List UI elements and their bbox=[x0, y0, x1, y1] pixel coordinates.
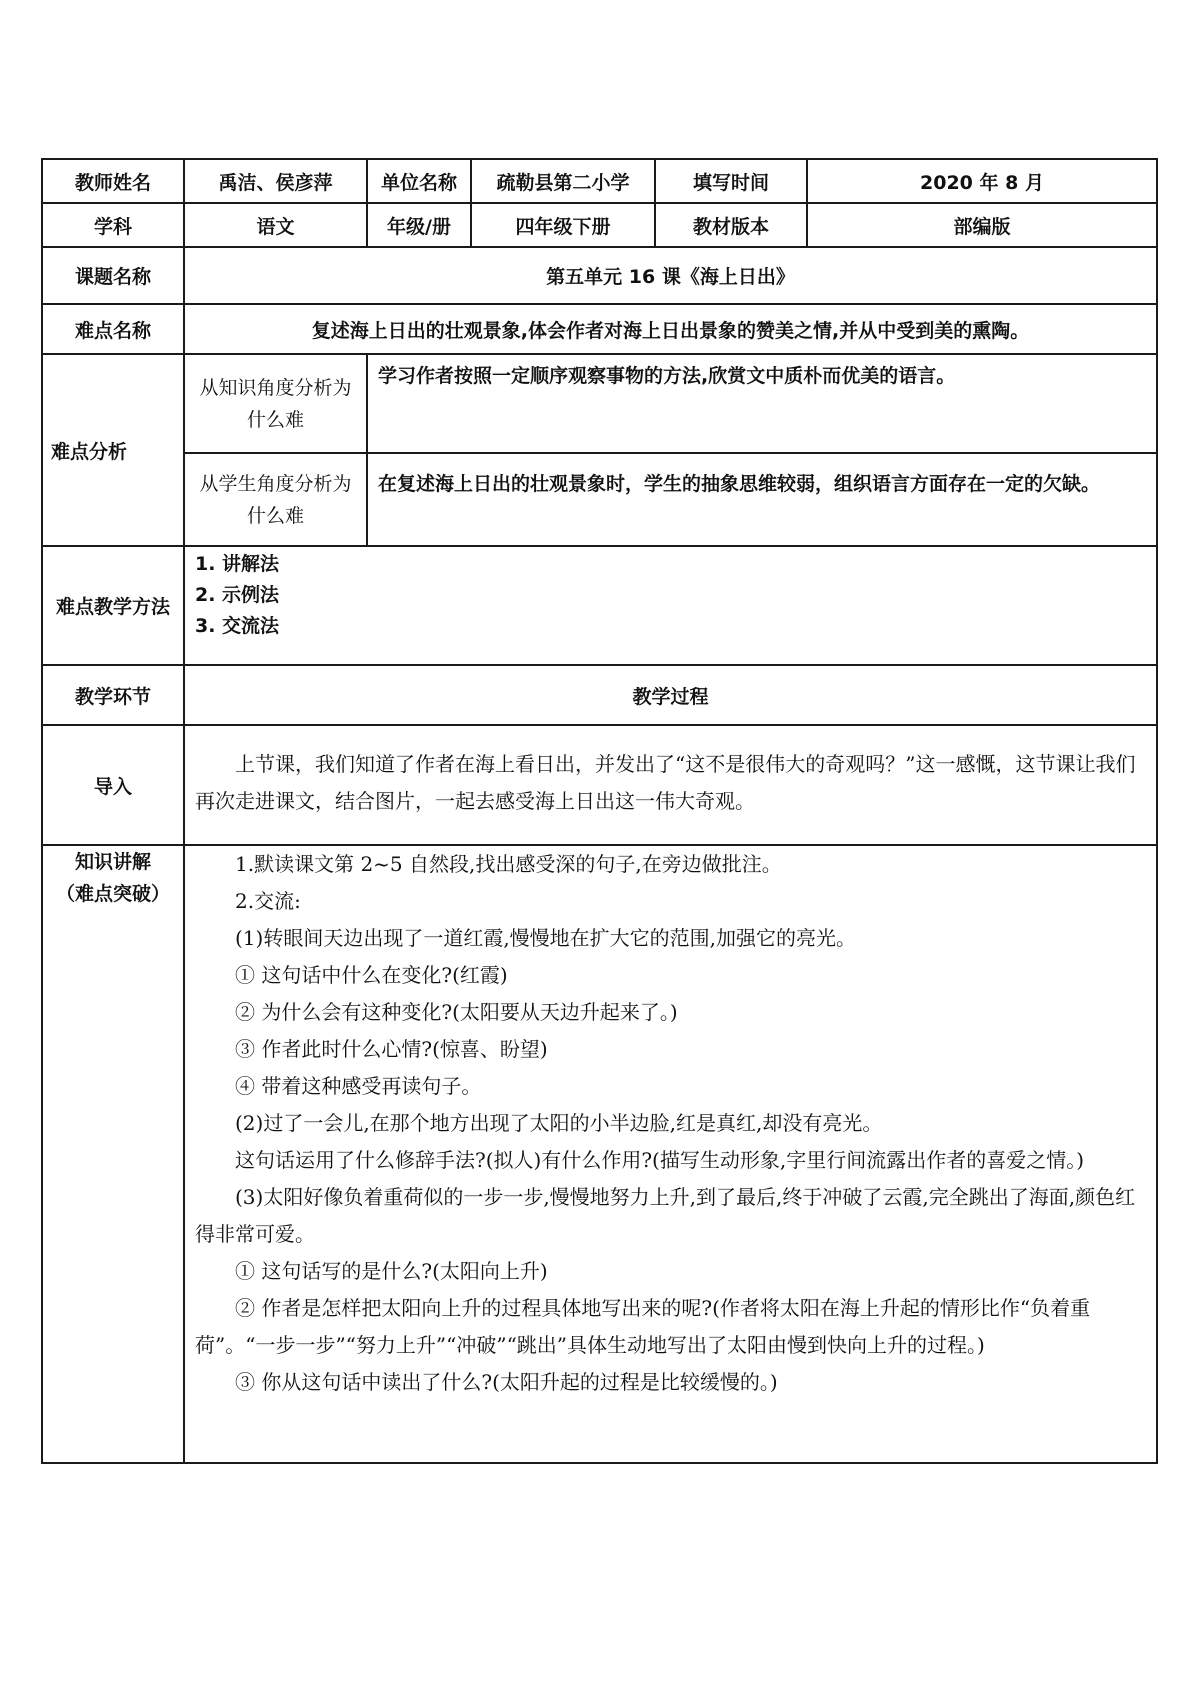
topic-value: 第五单元 16 课《海上日出》 bbox=[184, 247, 1157, 304]
method-item: 2. 示例法 bbox=[195, 584, 280, 606]
intro-text: 上节课，我们知道了作者在海上看日出，并发出了“这不是很伟大的奇观吗？”这一感慨，这节课让我们再次走进课文，结合图片，一起去感受海上日出这一伟大奇观。 bbox=[184, 725, 1157, 845]
knowledge-label-line2: （难点突破） bbox=[55, 883, 170, 905]
content-line: (2)过了一会儿,在那个地方出现了太阳的小半边脸,红是真红,却没有亮光。 bbox=[235, 1111, 883, 1135]
difficulty-value: 复述海上日出的壮观景象,体会作者对海上日出景象的赞美之情,并从中受到美的熏陶。 bbox=[184, 304, 1157, 354]
process-header-row bbox=[42, 665, 1157, 725]
content-line: ① 这句话中什么在变化?(红霞) bbox=[235, 963, 508, 987]
student-angle-label: 从学生角度分析为什么难 bbox=[184, 453, 367, 546]
teacher-label: 教师姓名 bbox=[42, 159, 184, 203]
methods-row bbox=[42, 546, 1157, 665]
stage-column-header: 教学环节 bbox=[42, 665, 184, 725]
analysis-row-student bbox=[42, 453, 1157, 546]
content-line: ③ 你从这句话中读出了什么?(太阳升起的过程是比较缓慢的。) bbox=[235, 1370, 778, 1394]
content-line: 2.交流: bbox=[235, 889, 301, 913]
info-row-1 bbox=[42, 159, 1157, 203]
content-line: 1.默读课文第 2~5 自然段,找出感受深的句子,在旁边做批注。 bbox=[235, 852, 782, 876]
date-label: 填写时间 bbox=[655, 159, 807, 203]
student-angle-text: 在复述海上日出的壮观景象时，学生的抽象思维较弱，组织语言方面存在一定的欠缺。 bbox=[367, 453, 1157, 546]
teacher-value: 禹洁、侯彦萍 bbox=[184, 159, 367, 203]
subject-label: 学科 bbox=[42, 203, 184, 247]
content-line: (3)太阳好像负着重荷似的一步一步,慢慢地努力上升,到了最后,终于冲破了云霞,完全跳出了海面,颜色红得非常可爱。 bbox=[195, 1185, 1136, 1246]
content-line: ② 作者是怎样把太阳向上升的过程具体地写出来的呢?(作者将太阳在海上升起的情形比作“负着重荷”。“一步一步”“努力上升”“冲破”“跳出”具体生动地写出了太阳由慢到快向上升的过程。) bbox=[195, 1296, 1091, 1357]
content-line: 这句话运用了什么修辞手法?(拟人)有什么作用?(描写生动形象,字里行间流露出作者的喜爱之情。) bbox=[235, 1148, 1085, 1172]
process-column-header: 教学过程 bbox=[184, 665, 1157, 725]
knowledge-angle-label: 从知识角度分析为什么难 bbox=[184, 354, 367, 453]
knowledge-label bbox=[42, 845, 184, 1463]
topic-row bbox=[42, 247, 1157, 304]
content-line: (1)转眼间天边出现了一道红霞,慢慢地在扩大它的范围,加强它的亮光。 bbox=[235, 926, 857, 950]
difficulty-label: 难点名称 bbox=[42, 304, 184, 354]
method-item: 3. 交流法 bbox=[195, 615, 280, 637]
edition-label: 教材版本 bbox=[655, 203, 807, 247]
intro-label: 导入 bbox=[42, 725, 184, 845]
content-line: ④ 带着这种感受再读句子。 bbox=[235, 1074, 482, 1098]
unit-label: 单位名称 bbox=[367, 159, 471, 203]
difficulty-row bbox=[42, 304, 1157, 354]
content-line: ② 为什么会有这种变化?(太阳要从天边升起来了。) bbox=[235, 1000, 678, 1024]
topic-label: 课题名称 bbox=[42, 247, 184, 304]
knowledge-angle-text: 学习作者按照一定顺序观察事物的方法,欣赏文中质朴而优美的语言。 bbox=[367, 354, 1157, 453]
subject-value: 语文 bbox=[184, 203, 367, 247]
method-item: 1. 讲解法 bbox=[195, 553, 280, 575]
edition-value: 部编版 bbox=[807, 203, 1157, 247]
intro-row bbox=[42, 725, 1157, 845]
methods-label: 难点教学方法 bbox=[42, 546, 184, 665]
grade-label: 年级/册 bbox=[367, 203, 471, 247]
knowledge-content bbox=[184, 845, 1157, 1463]
info-row-2 bbox=[42, 203, 1157, 247]
knowledge-row bbox=[42, 845, 1157, 1463]
date-value: 2020 年 8 月 bbox=[807, 159, 1157, 203]
lesson-plan-table bbox=[41, 158, 1158, 1464]
analysis-row-knowledge bbox=[42, 354, 1157, 453]
content-line: ① 这句话写的是什么?(太阳向上升) bbox=[235, 1259, 548, 1283]
content-line: ③ 作者此时什么心情?(惊喜、盼望) bbox=[235, 1037, 548, 1061]
grade-value: 四年级下册 bbox=[471, 203, 655, 247]
knowledge-label-line1: 知识讲解 bbox=[74, 851, 151, 873]
unit-value: 疏勒县第二小学 bbox=[471, 159, 655, 203]
analysis-label: 难点分析 bbox=[42, 354, 184, 546]
methods-list bbox=[184, 546, 1157, 665]
